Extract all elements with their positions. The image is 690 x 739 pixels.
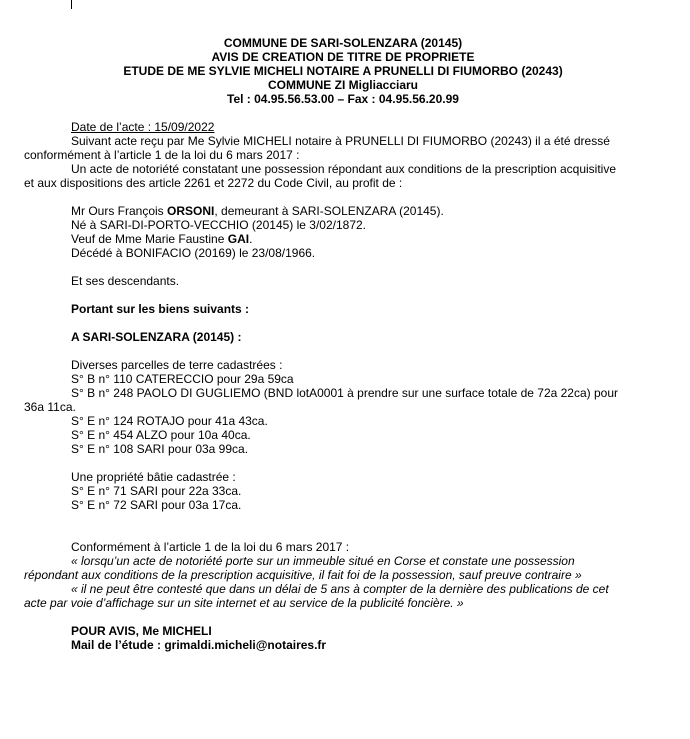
date-acte-text: Date de l’acte : 15/09/2022 [71, 120, 215, 134]
beneficiaire-suffix: , demeurant à SARI-SOLENZARA (20145). [214, 204, 444, 218]
beneficiaire-death: Décédé à BONIFACIO (20169) le 23/08/1966. [71, 246, 316, 260]
batie-item: S° E n° 72 SARI pour 03a 17ca. [71, 498, 242, 512]
loi-quote-2-line-1: « il ne peut être contesté que dans un délai de 5 ans à compter de la dernière des publications de cet [71, 582, 609, 596]
beneficiaire-surname: ORSONI [167, 204, 215, 218]
notoriete-line-1: Un acte de notoriété constatant une possession répondant aux conditions de la prescription acquisitive [71, 162, 617, 176]
beneficiaire-name [24, 204, 662, 218]
loi-intro: Conformément à l’article 1 de la loi du 6 mars 2017 : [71, 540, 350, 554]
etude-mail: Mail de l’étude : grimaldi.micheli@notaires.fr [71, 638, 327, 652]
widow-prefix: Veuf de Mme Marie Faustine [71, 232, 228, 246]
parcelle-item: S° E n° 124 ROTAJO pour 41a 43ca. [71, 414, 268, 428]
parcelle-item: S° E n° 108 SARI pour 03a 99ca. [71, 442, 249, 456]
text-cursor-mark [71, 0, 72, 9]
parcelle-248-continuation: 36a 11ca. [24, 400, 76, 414]
header-commune: COMMUNE DE SARI-SOLENZARA (20145) [223, 36, 463, 50]
notoriete-line-2: et aux dispositions des article 2261 et 2272 du Code Civil, au profit de : [24, 176, 403, 190]
beneficiaire-prefix: Mr Ours François [71, 204, 168, 218]
loi-quote-1-line-1: « lorsqu’un acte de notoriété porte sur un immeuble situé en Corse et constate une possession [71, 554, 575, 568]
parcelle-item: S° E n° 454 ALZO pour 10a 40ca. [71, 428, 251, 442]
beneficiaire-widow [24, 232, 662, 246]
pour-avis-signature: POUR AVIS, Me MICHELI [71, 624, 212, 638]
parcelles-title: Diverses parcelles de terre cadastrées : [71, 358, 283, 372]
biens-heading: Portant sur les biens suivants : [71, 302, 250, 316]
widow-suffix: . [249, 232, 253, 246]
beneficiaire-birth: Né à SARI-DI-PORTO-VECCHIO (20145) le 3/02/1872. [71, 218, 367, 232]
descendants-line: Et ses descendants. [71, 274, 180, 288]
header-contact: Tel : 04.95.56.53.00 – Fax : 04.95.56.20.99 [227, 92, 459, 106]
header-avis: AVIS DE CREATION DE TITRE DE PROPRIETE [211, 50, 475, 64]
loi-quote-2-line-2: acte par voie d’affichage sur un site internet et au service de la publicité foncière. » [24, 596, 464, 610]
parcelle-item: S° B n° 110 CATERECCIO pour 29a 59ca [71, 372, 294, 386]
intro-line-2: conformément à l’article 1 de la loi du 6 mars 2017 : [24, 148, 300, 162]
parcelle-item: S° B n° 248 PAOLO DI GUGLIEMO (BND lotA0001 à prendre sur une surface totale de 72a 22ca) pour [71, 386, 618, 400]
date-acte [24, 120, 662, 134]
biens-commune: A SARI-SOLENZARA (20145) : [71, 330, 242, 344]
widow-surname: GAI [227, 232, 250, 246]
legal-notice-document [24, 36, 662, 652]
intro-line-1: Suivant acte reçu par Me Sylvie MICHELI notaire à PRUNELLI DI FIUMORBO (20243) il a été dressé [71, 134, 610, 148]
header-etude: ETUDE DE ME SYLVIE MICHELI NOTAIRE A PRUNELLI DI FIUMORBO (20243) [123, 64, 563, 78]
header-zi: COMMUNE ZI Migliacciaru [267, 78, 419, 92]
notice-header [24, 36, 662, 106]
loi-quote-1-line-2: répondant aux conditions de la prescription acquisitive, il fait foi de la possession, sauf preuve contraire » [24, 568, 582, 582]
batie-title: Une propriété bâtie cadastrée : [71, 470, 236, 484]
batie-item: S° E n° 71 SARI pour 22a 33ca. [71, 484, 242, 498]
